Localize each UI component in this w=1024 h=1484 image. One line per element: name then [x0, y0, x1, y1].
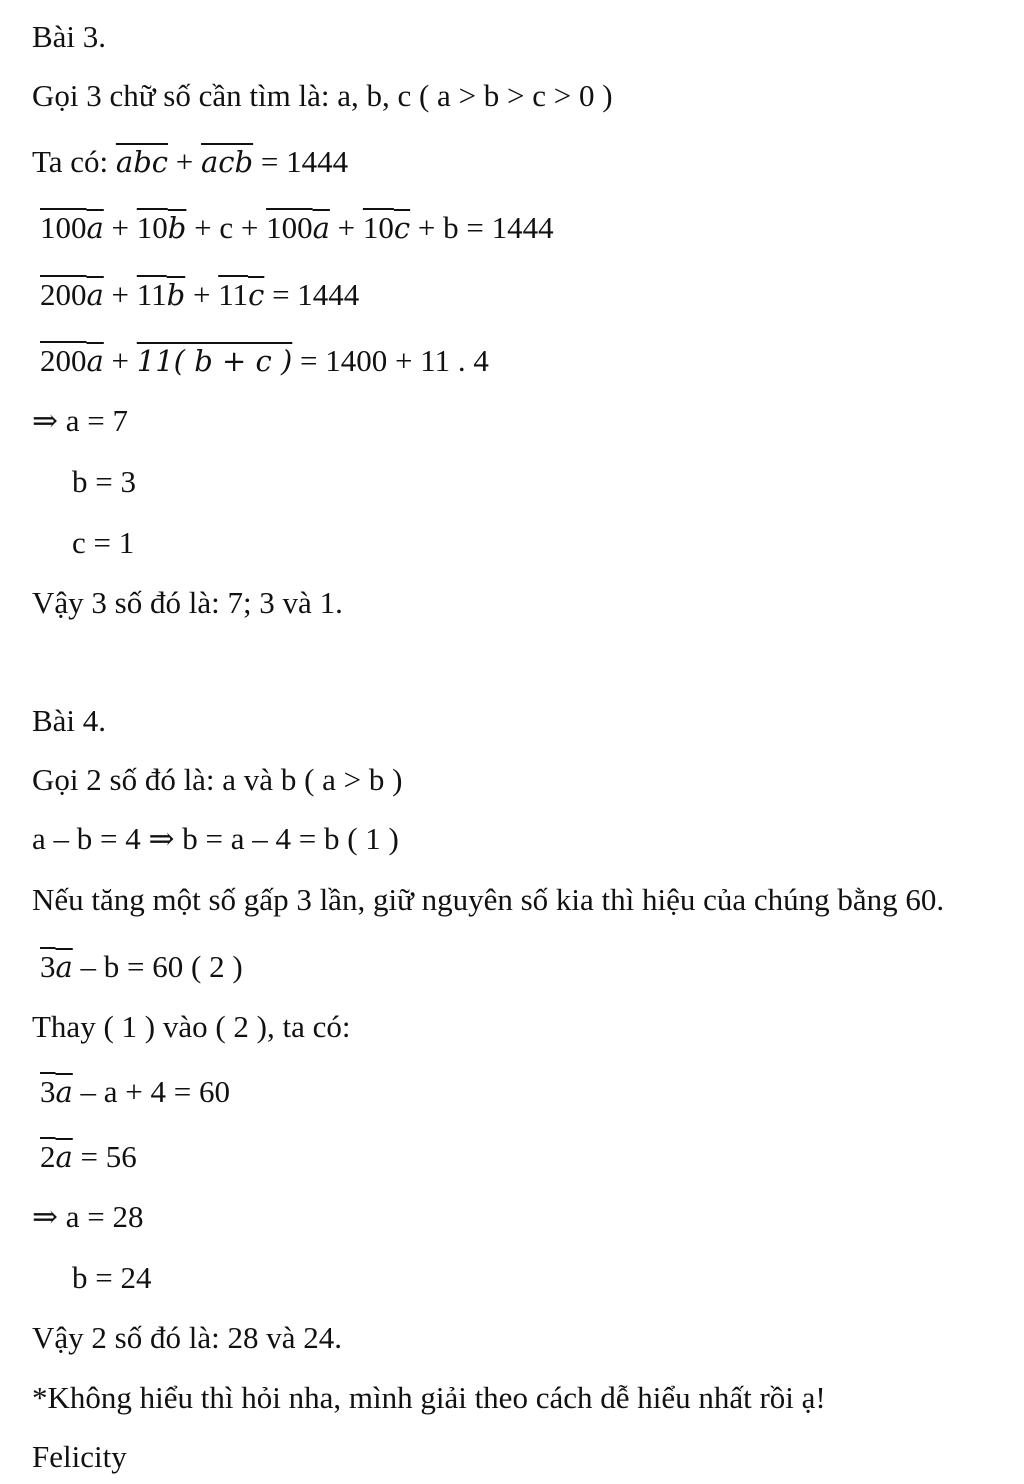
overline-term: 2a	[40, 1139, 73, 1174]
bai3-equation-2: 100a + 10b + c + 100a + 10c + b = 1444	[40, 210, 554, 245]
signature: Felicity	[32, 1439, 127, 1474]
overline-term: 3a	[40, 949, 73, 984]
bai4-equation-3: 3a – a + 4 = 60	[40, 1074, 231, 1109]
bai4-equation-1: a – b = 4 ⇒ b = a – 4 = b ( 1 )	[32, 821, 399, 856]
bai4-result-b: b = 24	[72, 1260, 152, 1295]
bai4-result-a: ⇒ a = 28	[32, 1199, 144, 1234]
bai4-conclusion: Vậy 2 số đó là: 28 và 24.	[32, 1320, 342, 1355]
overline-term: 10c	[362, 210, 411, 245]
overline-term: 200a	[40, 343, 104, 378]
bai3-equation-4: 200a + 11( b + c ) = 1400 + 11 . 4	[40, 343, 489, 378]
bai3-result-b: b = 3	[72, 464, 136, 499]
overline-term: 200a	[40, 277, 104, 312]
bai3-result-a: ⇒ a = 7	[32, 403, 128, 438]
bai3-equation-3: 200a + 11b + 11c = 1444	[40, 277, 360, 312]
overline-term: 11c	[218, 277, 265, 312]
bai4-heading: Bài 4.	[32, 703, 107, 738]
note-text: *Không hiểu thì hỏi nha, mình giải theo cách dễ hiểu nhất rồi ạ!	[32, 1380, 826, 1415]
overline-term: $\overline{acb}$	[201, 145, 254, 179]
bai3-result-c: c = 1	[72, 525, 135, 560]
bai3-heading: Bài 3.	[32, 19, 107, 54]
overline-term: 10b	[136, 210, 187, 245]
bai4-intro: Gọi 2 số đó là: a và b ( a > b )	[32, 762, 403, 797]
overline-term: 11( b + c )	[136, 344, 293, 378]
overline-term: 11b	[136, 277, 186, 312]
overline-term: 100a	[266, 210, 330, 245]
bai3-conclusion: Vậy 3 số đó là: 7; 3 và 1.	[32, 585, 343, 620]
overline-term: $\overline{abc}$	[115, 145, 169, 179]
bai4-condition: Nếu tăng một số gấp 3 lần, giữ nguyên số kia thì hiệu của chúng bằng 60.	[32, 882, 945, 917]
bai4-substitute: Thay ( 1 ) vào ( 2 ), ta có:	[32, 1009, 351, 1044]
bai3-equation-1: Ta có: $\overline{abc} + \overline{acb} = 1444$	[32, 144, 349, 179]
overline-term: 100a	[40, 210, 104, 245]
bai4-equation-2: 3a – b = 60 ( 2 )	[40, 949, 243, 984]
overline-term: 3a	[40, 1074, 73, 1109]
bai4-equation-4: 2a = 56	[40, 1139, 137, 1174]
bai3-intro: Gọi 3 chữ số cần tìm là: a, b, c ( a > b > c > 0 )	[32, 78, 613, 113]
